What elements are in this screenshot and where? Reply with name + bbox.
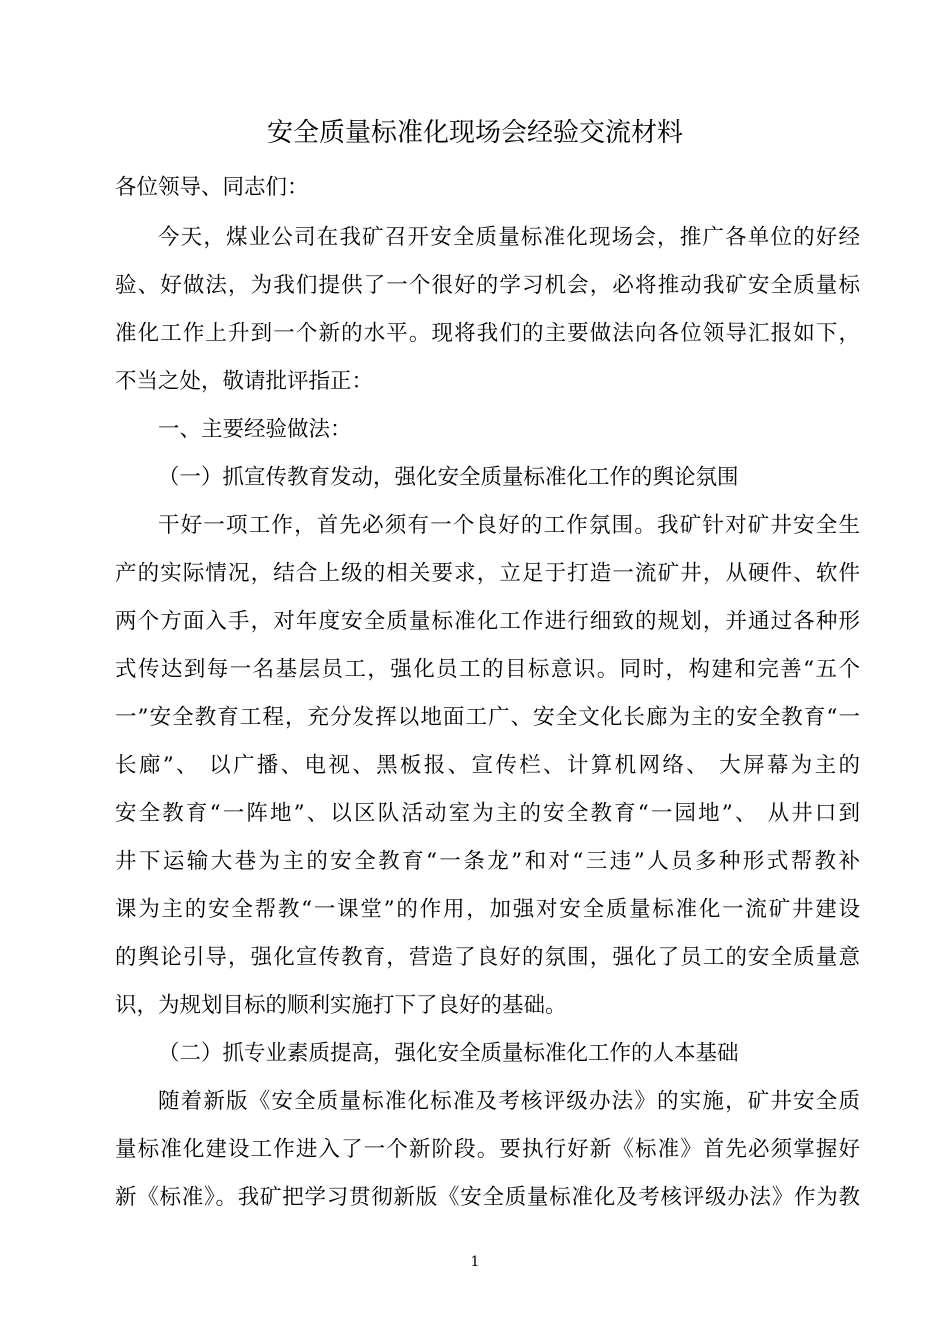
- paragraph-line: 干好一项工作，首先必须有一个良好的工作氛围。我矿针对矿井安全生: [158, 513, 860, 538]
- paragraph-line: 不当之处，敬请批评指正：: [115, 369, 374, 394]
- paragraph-line: 井下运输大巷为主的安全教育“一条龙”和对“三违”人员多种形式帮教补: [115, 849, 860, 874]
- paragraph-line: 课为主的安全帮教“一课堂”的作用，加强对安全质量标准化一流矿井建设: [115, 897, 860, 922]
- paragraph-line: 两个方面入手，对年度安全质量标准化工作进行细致的规划，并通过各种形: [115, 609, 860, 634]
- paragraph-line: 安全教育“一阵地”、以区队活动室为主的安全教育“一园地”、 从井口到: [115, 801, 860, 826]
- paragraph-line: 式传达到每一名基层员工，强化员工的目标意识。同时，构建和完善“五个: [115, 657, 860, 682]
- document-title: 安全质量标准化现场会经验交流材料: [266, 118, 683, 148]
- paragraph-line: 长廊”、 以广播、电视、黑板报、宣传栏、计算机网络、 大屏幕为主的: [115, 753, 860, 778]
- section-heading: 一、主要经验做法：: [158, 417, 352, 442]
- paragraph-line: 的舆论引导，强化宣传教育，营造了良好的氛围，强化了员工的安全质量意: [115, 945, 860, 970]
- page-number: 1: [470, 1254, 480, 1270]
- paragraph-line: 今天，煤业公司在我矿召开安全质量标准化现场会，推广各单位的好经: [158, 225, 860, 250]
- paragraph-line: 一”安全教育工程，充分发挥以地面工广、安全文化长廊为主的安全教育“一: [115, 705, 860, 730]
- paragraph-line: 识，为规划目标的顺利实施打下了良好的基础。: [115, 993, 567, 1018]
- subsection-heading: （一）抓宣传教育发动，强化安全质量标准化工作的舆论氛围: [158, 465, 739, 490]
- paragraph-line: 准化工作上升到一个新的水平。现将我们的主要做法向各位领导汇报如下，: [115, 321, 860, 346]
- salutation: 各位领导、同志们：: [115, 175, 309, 200]
- paragraph-line: 量标准化建设工作进入了一个新阶段。要执行好新《标准》首先必须掌握好: [115, 1137, 860, 1162]
- paragraph-line: 产的实际情况，结合上级的相关要求，立足于打造一流矿井，从硬件、软件: [115, 561, 860, 586]
- paragraph-line: 新《标准》。我矿把学习贯彻新版《安全质量标准化及考核评级办法》作为教: [115, 1185, 860, 1210]
- subsection-heading: （二）抓专业素质提高，强化安全质量标准化工作的人本基础: [158, 1041, 739, 1066]
- paragraph-line: 验、好做法，为我们提供了一个很好的学习机会，必将推动我矿安全质量标: [115, 273, 860, 298]
- paragraph-line: 随着新版《安全质量标准化标准及考核评级办法》的实施，矿井安全质: [158, 1089, 860, 1114]
